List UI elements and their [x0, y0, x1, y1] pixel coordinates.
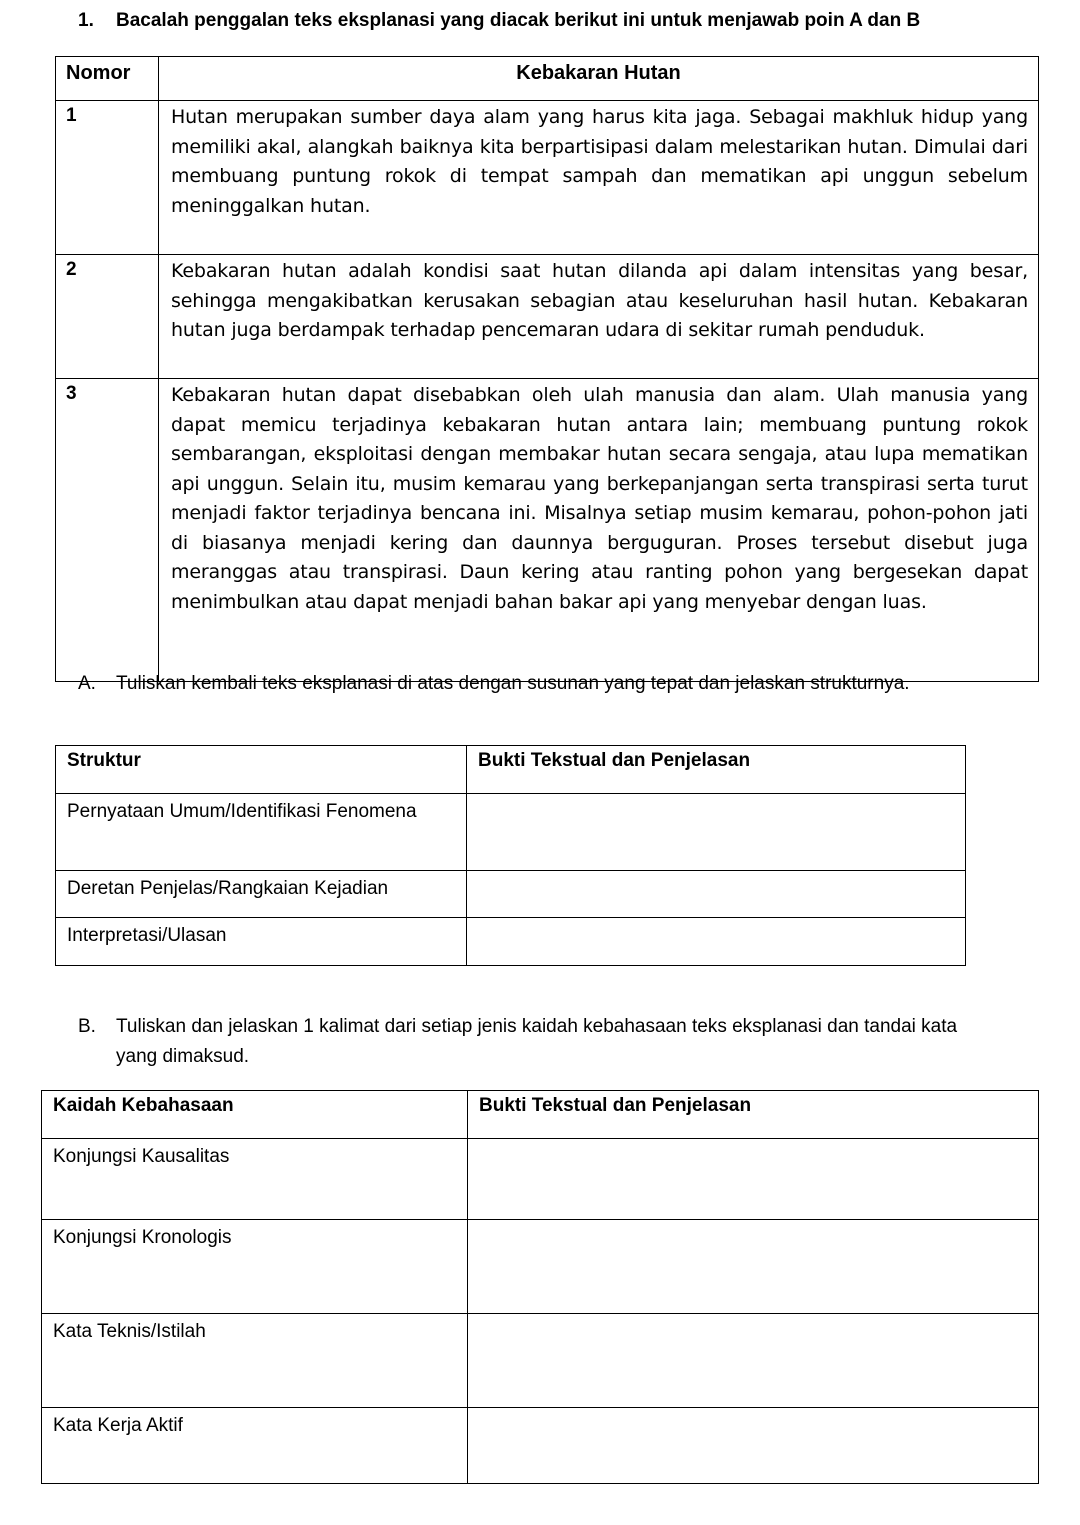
- rule-label: Kata Kerja Aktif: [42, 1408, 468, 1484]
- structure-answer-table: [55, 745, 966, 966]
- structure-label: Deretan Penjelas/Rangkaian Kejadian: [56, 871, 467, 918]
- row-text: Kebakaran hutan dapat disebabkan oleh ulah manusia dan alam. Ulah manusia yang dapat memicu terjadinya kebakaran hutan antara lain; membuang puntung rokok sembarangan, eksploitasi dengan membakar hutan secara sengaja, atau lupa mematikan api unggun. Selain itu, musim kemarau yang berkepanjangan serta transpirasi serta turut menjadi faktor terjadinya bencana ini. Misalnya setiap musim kemarau, pohon-pohon jati di biasanya menjadi kering dan daunnya berguguran. Proses tersebut disebut juga meranggas atau transpirasi. Daun kering atau ranting pohon yang bergesekan dapat menimbulkan atau dapat menjadi bahan bakar api yang menyebar dengan luas.: [159, 379, 1039, 682]
- table-row: [56, 101, 1039, 255]
- table-row: [42, 1220, 1039, 1314]
- table-row: [56, 379, 1039, 682]
- table-header-row: [56, 746, 966, 794]
- structure-label: Pernyataan Umum/Identifikasi Fenomena: [56, 794, 467, 871]
- table-row: [56, 918, 966, 966]
- row-text: Hutan merupakan sumber daya alam yang harus kita jaga. Sebagai makhluk hidup yang memiliki akal, alangkah baiknya kita berpartisipasi dalam melestarikan hutan. Dimulai dari membuang puntung rokok di tempat sampah dan mematikan api unggun sebelum meninggalkan hutan.: [159, 101, 1039, 255]
- row-number: 1: [56, 101, 159, 255]
- question-text: Bacalah penggalan teks eksplanasi yang diacak berikut ini untuk menjawab poin A dan B: [116, 10, 921, 31]
- table-header-row: [56, 57, 1039, 101]
- answer-cell[interactable]: [467, 794, 966, 871]
- answer-cell[interactable]: [467, 918, 966, 966]
- explanation-text-table: [55, 56, 1039, 682]
- header-bukti: Bukti Tekstual dan Penjelasan: [467, 746, 966, 794]
- answer-cell[interactable]: [468, 1220, 1039, 1314]
- answer-cell[interactable]: [468, 1139, 1039, 1220]
- answer-cell[interactable]: [467, 871, 966, 918]
- answer-cell[interactable]: [468, 1314, 1039, 1408]
- table-row: [42, 1408, 1039, 1484]
- rule-label: Konjungsi Kronologis: [42, 1220, 468, 1314]
- answer-cell[interactable]: [468, 1408, 1039, 1484]
- header-kaidah: Kaidah Kebahasaan: [42, 1091, 468, 1139]
- table-row: [56, 871, 966, 918]
- header-bukti: Bukti Tekstual dan Penjelasan: [468, 1091, 1039, 1139]
- header-struktur: Struktur: [56, 746, 467, 794]
- header-kebakaran-hutan: Kebakaran Hutan: [159, 57, 1039, 101]
- language-rules-table: [41, 1090, 1039, 1484]
- row-number: 3: [56, 379, 159, 682]
- part-b-text: Tuliskan dan jelaskan 1 kalimat dari setiap jenis kaidah kebahasaan teks eksplanasi dan tandai kata yang dimaksud.: [116, 1016, 958, 1067]
- table-header-row: [42, 1091, 1039, 1139]
- part-a-label: A.: [78, 673, 96, 694]
- rule-label: Konjungsi Kausalitas: [42, 1139, 468, 1220]
- table-row: [56, 255, 1039, 379]
- part-a-text: Tuliskan kembali teks eksplanasi di atas dengan susunan yang tepat dan jelaskan strukturnya.: [116, 673, 910, 694]
- part-b-label: B.: [78, 1016, 96, 1037]
- table-row: [42, 1314, 1039, 1408]
- row-text: Kebakaran hutan adalah kondisi saat hutan dilanda api dalam intensitas yang besar, sehingga mengakibatkan kerusakan sebagian atau keseluruhan hasil hutan. Kebakaran hutan juga berdampak terhadap pencemaran udara di sekitar rumah penduduk.: [159, 255, 1039, 379]
- structure-label: Interpretasi/Ulasan: [56, 918, 467, 966]
- rule-label: Kata Teknis/Istilah: [42, 1314, 468, 1408]
- row-number: 2: [56, 255, 159, 379]
- table-row: [42, 1139, 1039, 1220]
- header-nomor: Nomor: [56, 57, 159, 101]
- table-row: [56, 794, 966, 871]
- question-number: 1.: [78, 10, 94, 31]
